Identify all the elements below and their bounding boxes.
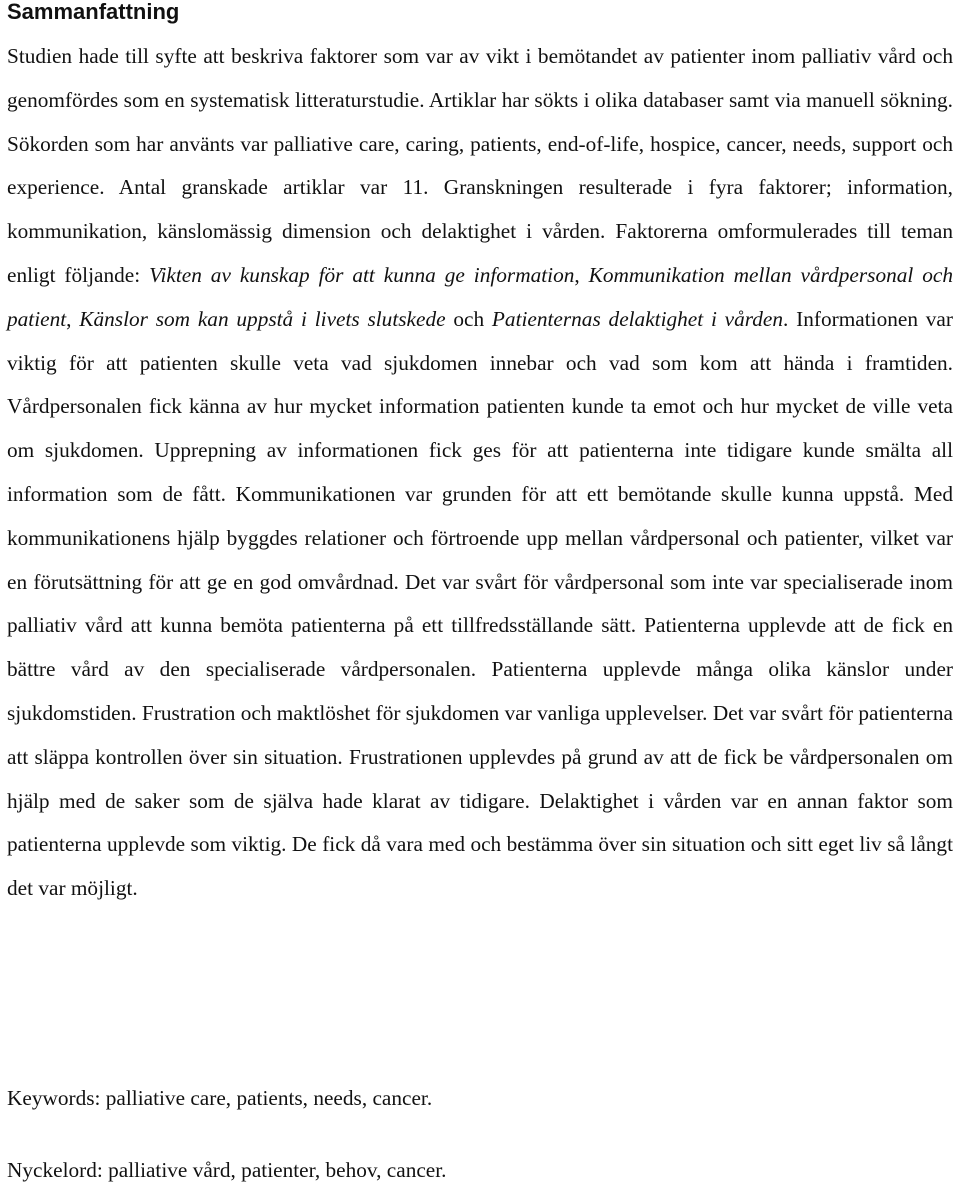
theme-participation: Patienternas delaktighet i vården xyxy=(491,306,784,331)
abstract-text-part1: Studien hade till syfte att beskriva faktorer som var av vikt i bemötandet av patienter inom palliativ vård och genomfördes som en systematisk litteraturstudie. Artiklar har sökts i olika databaser samt via manuell sökning. Sökorden som har använts var palliative care, caring, patients, end-of-life, hospice, cancer, needs, support och experience. Antal granskade artiklar var 11. Granskningen resulterade i fyra faktorer; information, kommunikation, känslomässig dimension och delaktighet i vården. Faktorerna omformulerades till teman enligt följande: xyxy=(7,44,953,287)
keywords-english: Keywords: palliative care, patients, needs, cancer. xyxy=(7,1086,433,1110)
abstract-text-part2: . Informationen var viktig för att patienten skulle veta vad sjukdomen innebar och vad som kom att hända i framtiden. Vårdpersonalen fick känna av hur mycket information patienten kunde ta emot och hur mycket de ville veta om sjukdomen. Upprepning av informationen fick ges för att patienterna inte tidigare kunde smälta all information som de fått. Kommunikationen var grunden för att ett bemötande skulle kunna uppstå. Med kommunikationens hjälp byggdes relationer och förtroende upp mellan vårdpersonal och patienter, vilket var en förutsättning för att ge en god omvårdnad. Det var svårt för vårdpersonal som inte var specialiserade inom palliativ vård att kunna bemöta patienterna på ett tillfredsställande sätt. Patienterna upplevde att de fick en bättre vård av den specialiserade vårdpersonalen. Patienterna upplevde många olika känslor under sjukdomstiden. Frustration och maktlöshet för sjukdomen var vanliga upplevelser. Det var svårt för patienterna att släppa kontrollen över sin situation. Frustrationen upplevdes på grund av att de fick be vårdpersonalen om hjälp med de saker som de själva hade klarat av tidigare. Delaktighet i vården var en annan faktor som patienterna upplevde som viktig. De fick då vara med och bestämma över sin situation och sitt eget liv så långt det var möjligt. xyxy=(7,306,953,901)
abstract-paragraph xyxy=(7,35,953,911)
theme-emotions: Känslor som kan uppstå i livets slutskede xyxy=(79,306,446,331)
separator-1: , xyxy=(574,262,589,287)
theme-knowledge: Vikten av kunskap för att kunna ge information xyxy=(149,262,575,287)
document-page xyxy=(7,0,953,1182)
theme-communication: Kommunikation mellan vårdpersonal och patient xyxy=(7,262,953,331)
keywords-swedish: Nyckelord: palliative vård, patienter, behov, cancer. xyxy=(7,1158,447,1182)
separator-2: , xyxy=(66,306,80,331)
section-heading: Sammanfattning xyxy=(7,0,180,24)
separator-3: och xyxy=(445,306,492,331)
